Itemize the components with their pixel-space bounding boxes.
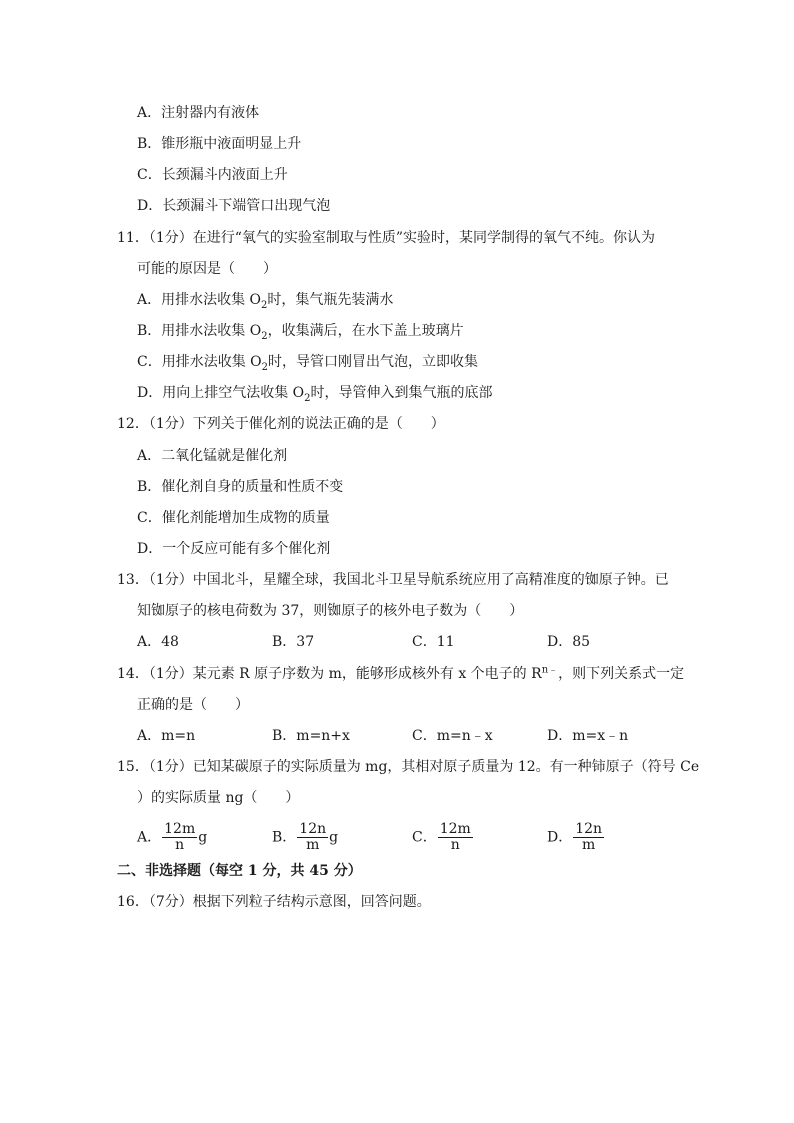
q15-stem-line2: ）的实际质量 ng（ ） <box>137 790 300 806</box>
q15-option-c <box>412 822 474 853</box>
q13-stem-line2: 知铷原子的核电荷数为 37，则铷原子的核外电子数为（ ） <box>137 603 524 619</box>
q13-option-d: D．85 <box>547 634 591 650</box>
q14-ion-charge: n﹣ <box>541 664 559 676</box>
fraction-denominator: n <box>175 837 185 853</box>
q11-option-d-subscript: 2 <box>304 392 311 404</box>
q11-option-c-text-end: 时，导管口刚冒出气泡，立即收集 <box>268 354 479 370</box>
q15-option-c-label: C． <box>412 829 437 846</box>
q11-stem-line2: 可能的原因是（ ） <box>137 261 277 277</box>
fraction-numerator: 12m <box>439 821 471 837</box>
q10-option-c: C．长颈漏斗内液面上升 <box>137 167 288 183</box>
section-heading: 二、非选择题（每空 1 分，共 45 分） <box>117 863 362 879</box>
q14-stem-text-end: ，则下列关系式一定 <box>558 666 685 682</box>
q14-option-b: B．m=n+x <box>272 728 350 744</box>
q12-option-d: D．一个反应可能有多个催化剂 <box>137 541 331 557</box>
q14-option-a: A．m=n <box>137 728 196 744</box>
q15-option-b-unit: g <box>329 829 339 846</box>
fraction-numerator: 12m <box>164 821 196 837</box>
q10-option-a: A．注射器内有液体 <box>137 105 260 121</box>
q15-option-a-fraction <box>162 822 197 853</box>
q11-option-b-subscript: 2 <box>261 330 268 342</box>
q11-option-c-text: C．用排水法收集 O <box>137 354 262 370</box>
q11-option-b-text: B．用排水法收集 O <box>137 323 262 339</box>
q13-option-b: B．37 <box>272 634 315 650</box>
q11-option-d <box>137 383 493 403</box>
fraction-denominator: m <box>582 837 596 853</box>
fraction-denominator: n <box>450 837 460 853</box>
q11-option-c <box>137 352 478 372</box>
q15-option-a-unit: g <box>198 829 208 846</box>
q11-stem-line1: 11．（1分）在进行“氧气的实验室制取与性质”实验时，某同学制得的氧气不纯。你认为 <box>117 230 656 246</box>
q11-option-b-text-end: ，收集满后，在水下盖上玻璃片 <box>267 323 464 339</box>
fraction-numerator: 12n <box>575 821 603 837</box>
q15-option-d <box>547 822 605 853</box>
q10-option-b: B．锥形瓶中液面明显上升 <box>137 136 302 152</box>
q14-option-d: D．m=x﹣n <box>547 728 629 744</box>
q10-option-d: D．长颈漏斗下端管口出现气泡 <box>137 198 331 214</box>
q15-option-b <box>272 822 338 853</box>
q12-stem: 12．（1分）下列关于催化剂的说法正确的是（ ） <box>117 416 445 432</box>
q11-option-d-text: D．用向上排空气法收集 O <box>137 385 305 401</box>
q13-option-c: C．11 <box>412 634 455 650</box>
q13-option-a: A．48 <box>137 634 179 650</box>
q12-option-b: B．催化剂自身的质量和性质不变 <box>137 479 344 495</box>
q15-option-a <box>137 822 207 853</box>
q15-option-b-label: B． <box>272 829 297 846</box>
q11-option-a <box>137 290 393 310</box>
q13-stem-line1: 13．（1分）中国北斗，星耀全球，我国北斗卫星导航系统应用了高精准度的铷原子钟。已 <box>117 572 669 588</box>
q15-option-d-label: D． <box>547 829 573 846</box>
q12-option-c: C．催化剂能增加生成物的质量 <box>137 510 330 526</box>
q15-option-a-label: A． <box>137 829 162 846</box>
q14-stem-line2: 正确的是（ ） <box>137 697 249 713</box>
q12-option-a: A．二氧化锰就是催化剂 <box>137 448 288 464</box>
fraction-denominator: m <box>306 837 320 853</box>
q15-option-c-fraction <box>438 822 473 853</box>
q11-option-a-subscript: 2 <box>261 299 268 311</box>
q11-option-a-text: A．用排水法收集 O <box>137 292 262 308</box>
q14-stem-text: 14．（1分）某元素 R 原子序数为 m，能够形成核外有 x 个电子的 R <box>117 666 542 682</box>
q15-option-d-fraction <box>573 822 604 853</box>
q14-option-c: C．m=n﹣x <box>412 728 493 744</box>
q16-stem: 16．（7分）根据下列粒子结构示意图，回答问题。 <box>117 894 431 910</box>
q14-stem-line1 <box>117 664 684 684</box>
q11-option-d-text-end: 时，导管伸入到集气瓶的底部 <box>310 385 493 401</box>
q15-stem-line1: 15．（1分）已知某碳原子的实际质量为 mg，其相对原子质量为 12。有一种铈原子（符号 Ce <box>117 759 700 775</box>
q11-option-a-text-end: 时，集气瓶先装满水 <box>267 292 394 308</box>
q11-option-b <box>137 321 464 341</box>
fraction-numerator: 12n <box>299 821 327 837</box>
q11-option-c-subscript: 2 <box>261 361 269 373</box>
q15-option-b-fraction <box>297 822 328 853</box>
